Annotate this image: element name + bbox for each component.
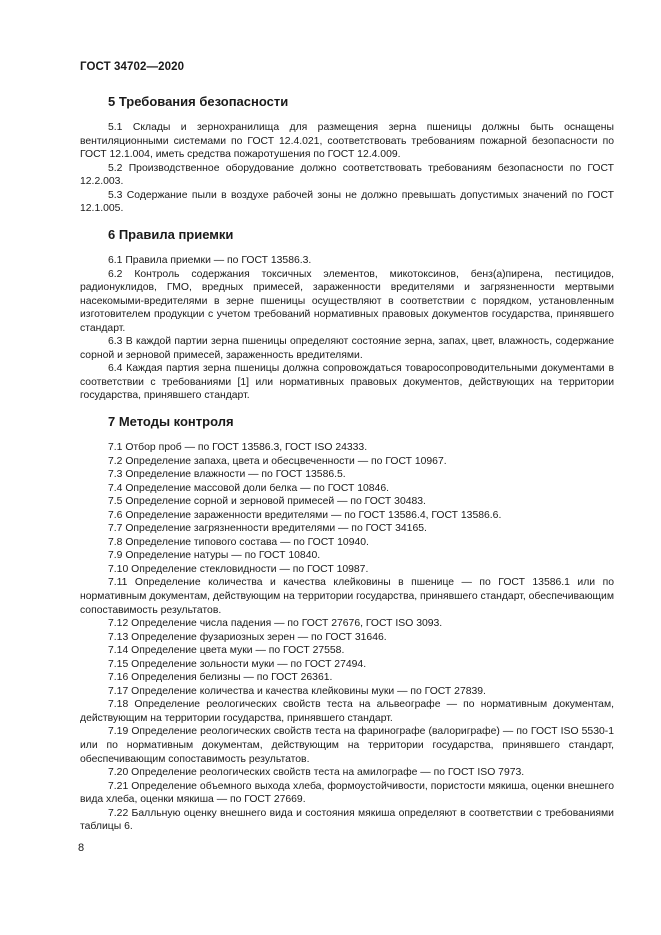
paragraph-7-4: 7.4 Определение массовой доли белка — по ГОСТ 10846. bbox=[108, 482, 390, 494]
paragraph-7-5: 7.5 Определение сорной и зерновой примесей — по ГОСТ 30483. bbox=[108, 496, 426, 508]
paragraph-7-8: 7.8 Определение типового состава — по ГОСТ 10940. bbox=[108, 536, 369, 548]
paragraph-7-19: 7.19 Определение реологических свойств теста на фаринографе (валориграфе) — по ГОСТ ISO 5530-1 или по нормативным документам, действующим на территории государства, принявшего стандарт, обеспечивающим сопоставимость результатов. bbox=[80, 726, 614, 765]
paragraph-7-11: 7.11 Определение количества и качества клейковины в пшенице — по ГОСТ 13586.1 или по нормативным документам, действующим на территории государства, принявшего стандарт, обеспечивающим сопоставимость результатов. bbox=[80, 577, 614, 616]
paragraph-7-16: 7.16 Определения белизны — по ГОСТ 26361. bbox=[108, 672, 333, 684]
paragraph-6-4: 6.4 Каждая партия зерна пшеницы должна сопровождаться товаросопроводительными документами в соответствии с требованиями [1] или нормативных правовых документов, действующих на территории государства, принявшего стандарт. bbox=[80, 363, 614, 402]
paragraph-7-22: 7.22 Балльную оценку внешнего вида и состояния мякиша определяют в соответствии с требованиями таблицы 6. bbox=[80, 807, 614, 833]
paragraph-7-9: 7.9 Определение натуры — по ГОСТ 10840. bbox=[108, 550, 321, 562]
paragraph-7-6: 7.6 Определение зараженности вредителями — по ГОСТ 13586.4, ГОСТ 13586.6. bbox=[108, 509, 502, 521]
paragraph-6-1: 6.1 Правила приемки — по ГОСТ 13586.3. bbox=[108, 255, 312, 266]
paragraph-7-13: 7.13 Определение фузариозных зерен — по ГОСТ 31646. bbox=[108, 631, 387, 643]
paragraph-6-2: 6.2 Контроль содержания токсичных элементов, микотоксинов, бенз(а)пирена, пестицидов, радионуклидов, ГМО, вредных примесей, зараженности вредителями и загрязненности мертвыми насекомыми-вредителями в зерне пшеницы осуществляют в соответствии с порядком, установленным изготовителем продукции с учетом требований нормативных правовых документов государства, принявшего стандарт. bbox=[80, 268, 614, 334]
section-acceptance-rules bbox=[80, 227, 614, 403]
paragraph-5-3: 5.3 Содержание пыли в воздухе рабочей зоны не должно превышать допустимых значений по ГОСТ 12.1.005. bbox=[80, 189, 614, 215]
paragraph-7-14: 7.14 Определение цвета муки — по ГОСТ 27558. bbox=[108, 645, 345, 657]
section-title: 6 Правила приемки bbox=[108, 227, 234, 242]
paragraph-7-3: 7.3 Определение влажности — по ГОСТ 13586.5. bbox=[108, 469, 346, 481]
paragraph-5-1: 5.1 Склады и зернохранилища для размещения зерна пшеницы должны быть оснащены вентиляционными системами по ГОСТ 12.4.021, соответствовать требованиям пожарной безопасности по ГОСТ 12.1.004, иметь средства пожаротушения по ГОСТ 12.4.009. bbox=[80, 122, 614, 161]
paragraph-7-17: 7.17 Определение количества и качества клейковины муки — по ГОСТ 27839. bbox=[108, 685, 486, 697]
paragraph-5-2: 5.2 Производственное оборудование должно соответствовать требованиям безопасности по ГОСТ 12.2.003. bbox=[80, 162, 614, 188]
section-safety-requirements bbox=[80, 94, 614, 216]
paragraph-6-3: 6.3 В каждой партии зерна пшеницы определяют состояние зерна, запах, цвет, влажность, содержание сорной и зерновой примесей, зараженность вредителями. bbox=[80, 336, 614, 361]
section-control-methods bbox=[80, 414, 614, 834]
paragraph-7-12: 7.12 Определение числа падения — по ГОСТ 27676, ГОСТ ISO 3093. bbox=[108, 618, 443, 630]
paragraph-7-1: 7.1 Отбор проб — по ГОСТ 13586.3, ГОСТ ISO 24333. bbox=[108, 442, 368, 453]
paragraph-7-10: 7.10 Определение стекловидности — по ГОСТ 10987. bbox=[108, 563, 369, 575]
section-title: 7 Методы контроля bbox=[108, 414, 234, 429]
paragraph-7-7: 7.7 Определение загрязненности вредителями — по ГОСТ 34165. bbox=[108, 523, 427, 535]
paragraph-7-21: 7.21 Определение объемного выхода хлеба, формоустойчивости, пористости мякиша, оценки внешнего вида хлеба, оценки мякиша — по ГОСТ 27669. bbox=[80, 780, 614, 806]
paragraph-7-15: 7.15 Определение зольности муки — по ГОСТ 27494. bbox=[108, 658, 367, 670]
section-title: 5 Требования безопасности bbox=[108, 94, 289, 109]
paragraph-7-2: 7.2 Определение запаха, цвета и обесцвеченности — по ГОСТ 10967. bbox=[108, 455, 447, 467]
page-number: 8 bbox=[78, 842, 85, 854]
document-code: ГОСТ 34702—2020 bbox=[80, 61, 185, 73]
paragraph-7-18: 7.18 Определение реологических свойств теста на альвеографе — по нормативным документам, действующим на территории государства, принявшего стандарт. bbox=[80, 699, 614, 724]
paragraph-7-20: 7.20 Определение реологических свойств теста на амилографе — по ГОСТ ISO 7973. bbox=[108, 767, 525, 779]
